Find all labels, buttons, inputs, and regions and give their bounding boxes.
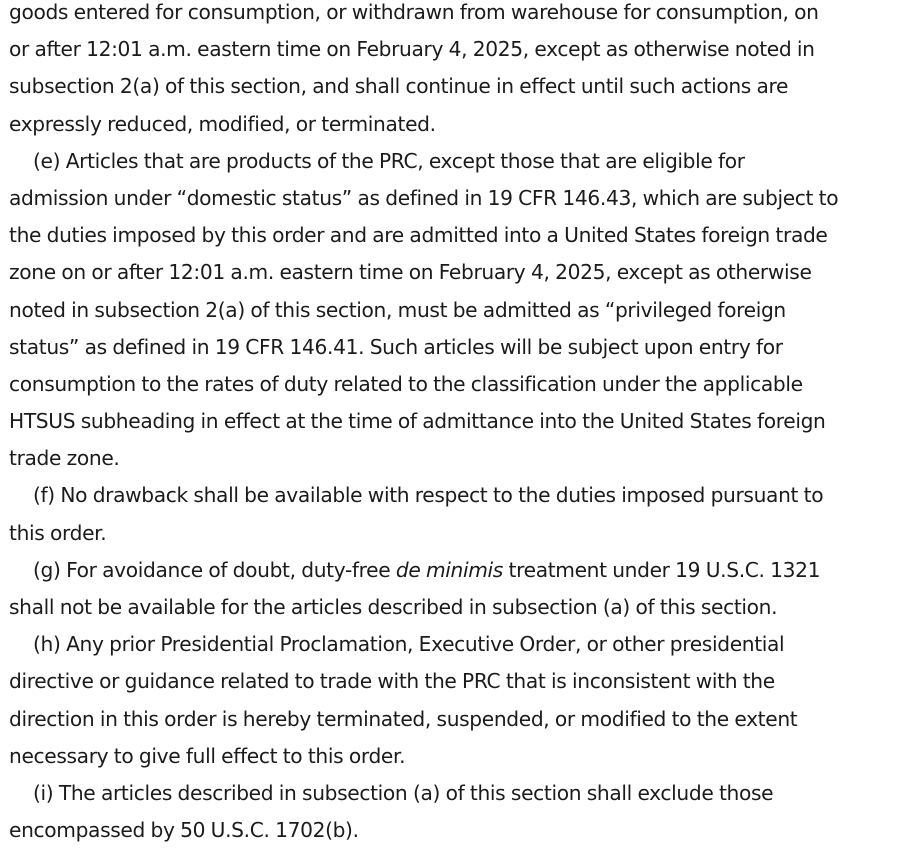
paragraph-g [9,552,917,626]
text-line: admission under “domestic status” as defined in 19 CFR 146.43, which are subject to [9,185,839,210]
text-segment: (g) For avoidance of doubt, duty-free [33,557,396,582]
text-line: subsection 2(a) of this section, and shall continue in effect until such actions are [9,74,789,99]
text-line: (e) Articles that are products of the PRC, except those that are eligible for [33,148,745,173]
text-segment: treatment under 19 U.S.C. 1321 [502,557,821,582]
italic-term: de minimis [395,557,503,582]
text-line: (i) The articles described in subsection (a) of this section shall exclude those [33,780,774,805]
text-line: HTSUS subheading in effect at the time of admittance into the United States foreign [9,409,826,434]
text-line: directive or guidance related to trade with the PRC that is inconsistent with the [9,669,775,694]
paragraph-e [9,143,917,478]
text-line: or after 12:01 a.m. eastern time on February 4, 2025, except as otherwise noted in [9,37,815,62]
paragraph-d-continuation [9,0,917,143]
text-line: expressly reduced, modified, or terminated. [9,111,436,136]
text-line: (f) No drawback shall be available with respect to the duties imposed pursuant to [33,483,824,508]
text-line: shall not be available for the articles described in subsection (a) of this section. [9,595,778,619]
text-line: zone on or after 12:01 a.m. eastern time on February 4, 2025, except as otherwise [9,260,812,285]
text-line [9,552,917,589]
text-line: encompassed by 50 U.S.C. 1702(b). [9,818,359,843]
text-line: trade zone. [9,446,120,471]
text-line: this order. [9,520,107,545]
text-line: consumption to the rates of duty related to the classification under the applicable [9,371,803,396]
text-line: noted in subsection 2(a) of this section, must be admitted as “privileged foreign [9,297,786,322]
text-line: direction in this order is hereby terminated, suspended, or modified to the extent [9,706,798,731]
text-line: the duties imposed by this order and are admitted into a United States foreign trade [9,223,828,248]
text-line: (h) Any prior Presidential Proclamation, Executive Order, or other presidential [33,632,785,657]
text-line: necessary to give full effect to this order. [9,743,406,768]
text-line: goods entered for consumption, or withdrawn from warehouse for consumption, on [9,0,819,24]
text-line: status” as defined in 19 CFR 146.41. Such articles will be subject upon entry for [9,334,783,359]
paragraph-h [9,626,917,775]
paragraph-f [9,477,917,551]
paragraph-i [9,775,917,849]
